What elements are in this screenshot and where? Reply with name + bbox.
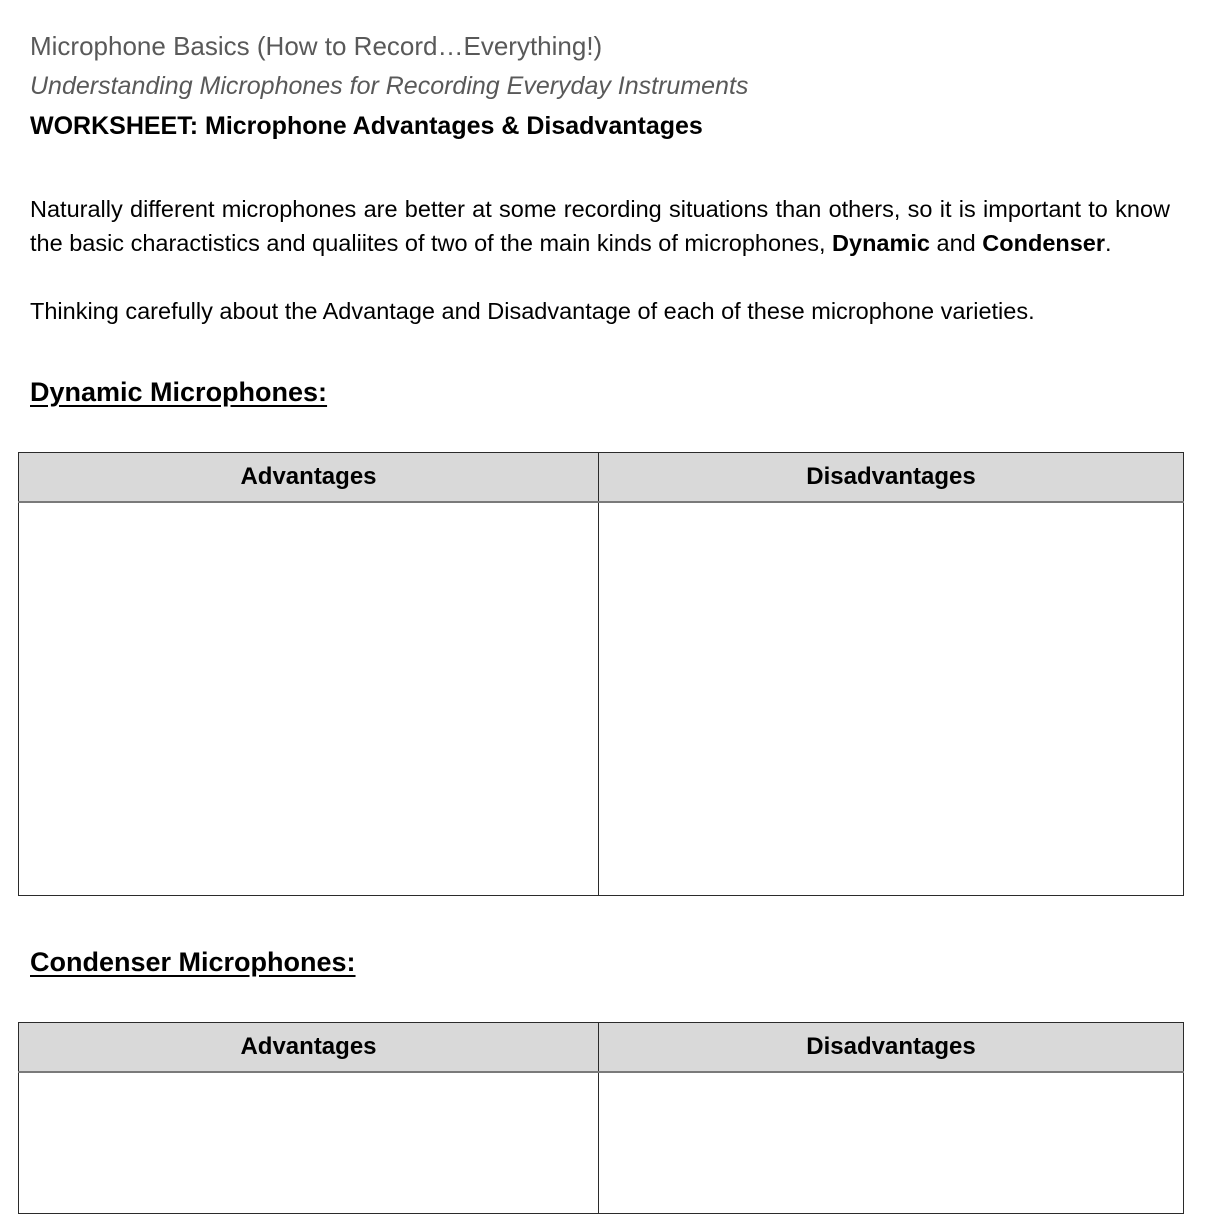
- dynamic-microphones-table: [18, 452, 1184, 896]
- document-subtitle: Understanding Microphones for Recording Everyday Instruments: [30, 72, 749, 100]
- document-title: Microphone Basics (How to Record…Everything!): [30, 31, 603, 61]
- table-wrapper-dynamic: [0, 452, 1210, 896]
- table-header-row: [19, 453, 1184, 503]
- answer-cell-condenser-disadvantages[interactable]: [599, 1072, 1184, 1214]
- answer-cell-condenser-advantages[interactable]: [19, 1072, 599, 1214]
- column-header-advantages: Advantages: [19, 1023, 599, 1073]
- table-row: [19, 1072, 1184, 1214]
- intro-paragraph-1-text-c: .: [1105, 230, 1112, 256]
- intro-paragraph-1-bold-condenser: Condenser: [982, 230, 1106, 256]
- answer-cell-dynamic-advantages[interactable]: [19, 502, 599, 896]
- section-heading-condenser-label: Condenser Microphones:: [30, 947, 356, 977]
- table-wrapper-condenser: [0, 1022, 1210, 1214]
- intro-paragraph-1-text-b: and: [930, 230, 983, 256]
- document-header: [0, 0, 1210, 146]
- answer-cell-dynamic-disadvantages[interactable]: [599, 502, 1184, 896]
- table-header-row: [19, 1023, 1184, 1073]
- worksheet-heading: WORKSHEET: Microphone Advantages & Disadvantages: [30, 112, 703, 140]
- column-header-disadvantages: Disadvantages: [599, 1023, 1184, 1073]
- condenser-microphones-table: [18, 1022, 1184, 1214]
- intro-paragraph-1-bold-dynamic: Dynamic: [832, 230, 930, 256]
- section-heading-dynamic: [0, 375, 1210, 409]
- intro-paragraph-2: Thinking carefully about the Advantage and Disadvantage of each of these microphone varieties.: [30, 298, 1035, 324]
- section-heading-dynamic-label: Dynamic Microphones:: [30, 377, 328, 407]
- column-header-disadvantages: Disadvantages: [599, 453, 1184, 503]
- table-row: [19, 502, 1184, 896]
- intro-body: [0, 192, 1210, 328]
- intro-paragraph-1: [30, 192, 1170, 260]
- intro-paragraph-1-text-a: Naturally different microphones are better at some recording situations than others, so it is important to know the basic charactistics and qualiites of two of the main kinds of microphones,: [30, 196, 1170, 256]
- section-heading-condenser: [0, 945, 1210, 979]
- column-header-advantages: Advantages: [19, 453, 599, 503]
